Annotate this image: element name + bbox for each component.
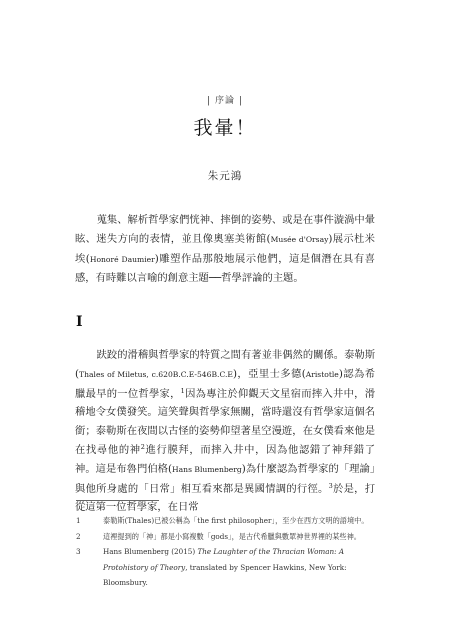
footnote-citation-suffix: , translated by Spencer Hawkins, New York: Bloomsbury. — [103, 562, 347, 587]
footnote-2 — [76, 529, 376, 545]
footnote-divider — [76, 500, 159, 501]
footnote-text: 泰勒斯(Thales)已被公稱為「the first philosopher」，至少在西方文明的語境中。 — [103, 516, 369, 525]
intro-text-3: )雕塑作品那般地展示他們，這是個潛在具有喜感，有時難以言喻的創意主題──哲學評論的主題。 — [75, 252, 375, 285]
chapter-title: 我暈！ — [193, 117, 257, 139]
body-text-6: )為什麼認為哲學家的「理論」與他所身處的「日常」相互看來都是異國情調的行徑。 — [75, 462, 375, 495]
section-label: | 序論 | — [207, 96, 243, 106]
footnote-book-title: The Laughter of the Thracian Woman: A Protohistory of Theory — [103, 547, 345, 572]
intro-museum: Musée d'Orsay — [270, 234, 329, 244]
body-text-7: 於是，打從這第一位哲學家，在日常 — [75, 482, 375, 514]
footnote-number: 2 — [76, 531, 81, 541]
footnote-text: 這裡提到的「神」都是小寫複數「gods」，是古代希臘與數眾神世界裡的某些神。 — [103, 531, 361, 541]
body-blumenberg: Hans Blumenberg — [172, 464, 242, 474]
footnote-3 — [76, 544, 376, 591]
footnote-1 — [76, 513, 376, 529]
body-text-5: 進行膜拜，而摔入井中，因為他認錯了神拜錯了神。這是布魯門伯格( — [75, 443, 376, 475]
body-thales: Thales of Miletus, c.620B.C.E-546B.C.E — [79, 369, 233, 379]
footnote-ref-3[interactable]: 3 — [328, 481, 333, 490]
body-text-1: 趺跤的滑稽與哲學家的特質之間有著並非偶然的關係。泰勒斯( — [75, 349, 375, 380]
body-aristotle: Aristotle — [305, 369, 339, 379]
footnote-ref-1[interactable]: 1 — [180, 386, 185, 395]
body-text-3: )認為希臘最早的一位哲學家， — [75, 367, 375, 400]
author-name: 朱元鴻 — [207, 170, 243, 182]
intro-paragraph — [75, 211, 375, 288]
body-paragraph — [75, 346, 375, 517]
footnote-ref-2[interactable]: 2 — [140, 442, 145, 451]
footnote-number: 3 — [76, 547, 81, 556]
intro-text-2: )展示杜米埃( — [75, 232, 375, 265]
body-text-4: 因為專注於仰觀天文星宿而摔入井中，滑稽地令女僕發笑。這笑聲與哲學家無關，當時還沒有哲學家這個名銜；泰勒斯在夜間以古怪的姿勢仰望著星空漫遊，在女僕看來他是在找尋他的神 — [75, 387, 376, 456]
footnote-number: 1 — [76, 516, 81, 525]
section-heading: I — [76, 314, 83, 330]
intro-text-1: 蒐集、解析哲學家們恍神、摔倒的姿勢、或是在事件漩渦中暈眩、迷失方向的表情，並且像奧塞美術館( — [75, 214, 375, 245]
footnote-citation-prefix: Hans Blumenberg (2015) — [103, 547, 198, 556]
footnotes — [76, 513, 376, 591]
intro-daumier: Honoré Daumier — [89, 254, 155, 264]
body-text-2: )，亞里士多德( — [232, 367, 306, 380]
